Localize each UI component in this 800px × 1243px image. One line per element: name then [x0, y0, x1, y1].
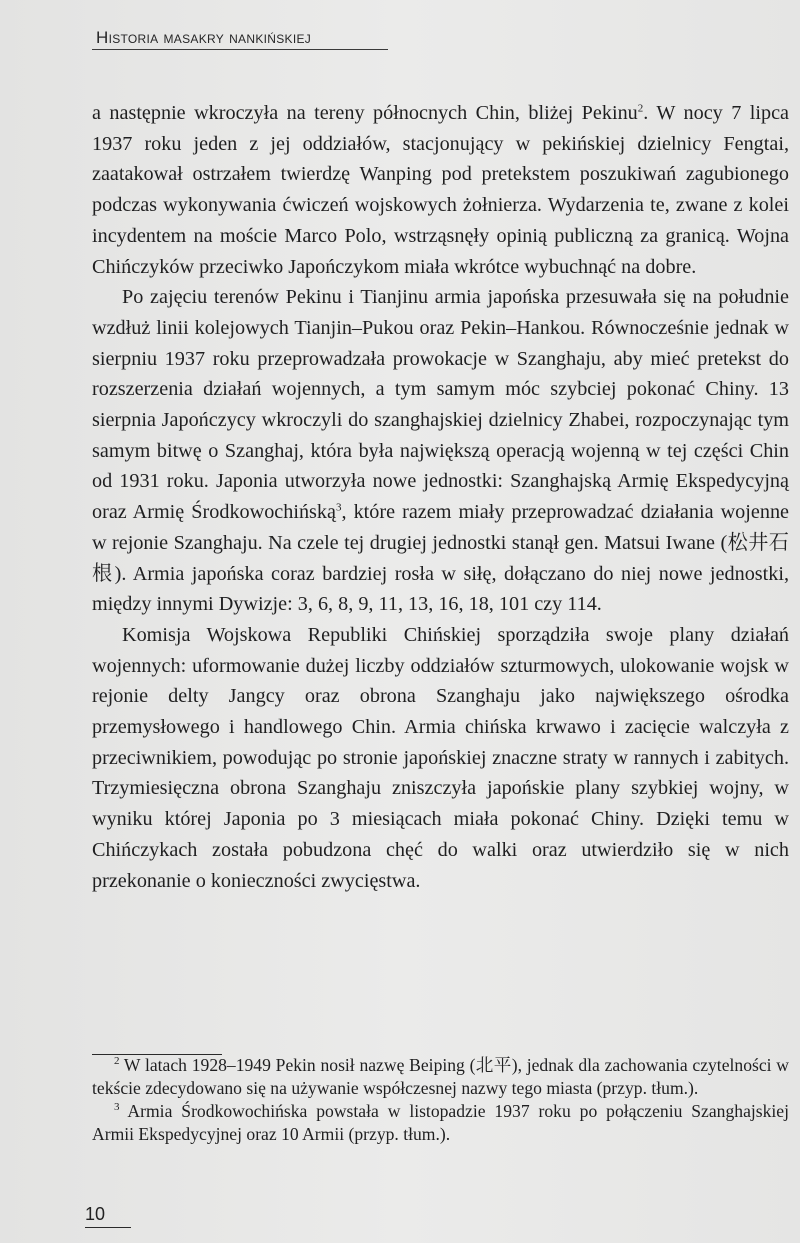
footnote-3-text: Armia Środkowochińska powstała w listopadzie 1937 roku po połączeniu Szanghajskiej Armii Ekspedycyjnej oraz 10 Armii (przyp. tłum.).	[92, 1101, 789, 1144]
footnote-2	[92, 1054, 789, 1100]
footnote-2-marker: 2	[114, 1055, 120, 1068]
paragraph-3: Komisja Wojskowa Republiki Chińskiej sporządziła swoje plany działań wojennych: uformowanie dużej liczby oddziałów szturmowych, ulokowanie wojsk w rejonie delty Jangcy oraz obrona Szanghaju jako największego ośrodka przemysłowego i handlowego Chin. Armia chińska krwawo i zacięcie walczyła z przeciwnikiem, powodując po stronie japońskiej znaczne straty w rannych i zabitych. Trzymiesięczna obrona Szanghaju zniszczyła japońskie plany szybkiej wojny, w wyniku której Japonia po 3 miesiącach miała pokonać Chiny. Dzięki temu w Chińczykach została pobudzona chęć do walki oraz utwierdziło się w nich przekonanie o konieczności zwycięstwa.	[92, 623, 789, 892]
footnote-3	[92, 1100, 789, 1146]
footnote-3-marker: 3	[114, 1101, 120, 1114]
page-number-rule	[85, 1227, 131, 1228]
footnote-2-text: W latach 1928–1949 Pekin nosił nazwę Beiping (北平), jednak dla zachowania czytelności w tekście zdecydowano się na używanie współczesnej nazwy tego miasta (przyp. tłum.).	[92, 1055, 789, 1098]
paragraph-2	[92, 282, 789, 620]
running-head-title: Historia masakry nankińskiej	[96, 28, 312, 47]
main-text	[92, 98, 789, 896]
footnote-ref-2: 2	[637, 102, 644, 115]
paragraph-1-part-b: . W nocy 7 lipca 1937 roku jeden z jej oddziałów, stacjonujący w pekińskiej dzielnicy Fengtai, zaatakował ostrzałem twierdzę Wanping pod pretekstem poszukiwań zagubionego podczas wykonywania ćwiczeń wojskowych żołnierza. Wydarzenia te, zwane z kolei incydentem na moście Marco Polo, wstrząsnęły opinią publiczną za granicą. Wojna Chińczyków przeciwko Japończykom miała wkrótce wybuchnąć na dobre.	[92, 102, 789, 278]
footnote-ref-3: 3	[335, 501, 342, 514]
footnotes	[92, 1054, 789, 1146]
paragraph-1-part-a: a następnie wkroczyła na tereny północnych Chin, bliżej Pekinu	[92, 102, 638, 124]
paragraph-2-part-b: , które razem miały przeprowadzać działania wojenne w rejonie Szanghaju. Na czele tej drugiej jednostki stanął gen. Matsui Iwane (松井石根). Armia japońska coraz bardziej rosła w siłę, dołączano do niej nowe jednostki, między innymi Dywizje: 3, 6, 8, 9, 11, 13, 16, 18, 101 czy 114.	[92, 501, 789, 616]
page-number: 10	[85, 1204, 106, 1224]
running-head-rule	[92, 49, 388, 50]
running-head	[96, 28, 311, 48]
paragraph-1	[92, 98, 789, 282]
paragraph-2-part-a: Po zajęciu terenów Pekinu i Tianjinu armia japońska przesuwała się na południe wzdłuż linii kolejowych Tianjin–Pukou oraz Pekin–Hankou. Równocześnie jednak w sierpniu 1937 roku przeprowadzała prowokacje w Szanghaju, aby mieć pretekst do rozszerzenia działań wojennych, a tym samym móc szybciej pokonać Chiny. 13 sierpnia Japończycy wkroczyli do szanghajskiej dzielnicy Zhabei, rozpoczynając tym samym bitwę o Szanghaj, która była największą operacją wojenną w tej części Chin od 1931 roku. Japonia utworzyła nowe jednostki: Szanghajską Armię Ekspedycyjną oraz Armię Środkowochińską	[92, 286, 789, 524]
